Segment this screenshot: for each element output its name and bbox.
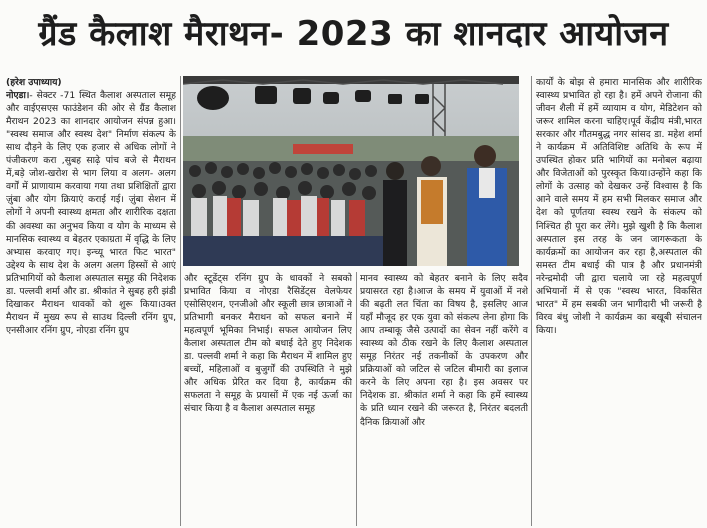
column-2-text: और स्टूडेंट्स रनिंग ग्रुप के धावकों ने सबको प्रभावित किया व नोएडा रैसिडेंट्स वेलफेयर एसोसिएशन, एनजीओ और स्कूली छात्र छात्राओं ने प्रतिभागी बनकर मैराथन को सफल बनाने में महत्वपूर्ण भूमिका निभाई। सफल आयोजन लिए कैलाश अस्पताल टीम को बधाई देते हुए निदेशक डा. पल्लवी शर्मा ने कहा कि मैराथन में शामिल हुए बच्चों, महिलाओं व बुजुर्गों की उपस्थिति ने मुझे और अधिक प्रेरित कर दिया है, कार्यक्रम की सफलता ने समूह के प्रयासों में एक नई ऊर्जा का संचार किया है व कैलाश अस्पताल समूह: [184, 273, 352, 415]
headline: ग्रैंड कैलाश मैराथन- 2023 का शानदार आयोजन: [38, 14, 669, 54]
column-rule: [531, 76, 532, 526]
event-photo: [183, 76, 519, 266]
column-rule: [356, 272, 357, 526]
dateline: नोएडा।: [6, 90, 30, 102]
column-1-text: - सेक्टर -71 स्थित कैलाश अस्पताल समूह और वाईएसएस फाउंडेशन की ओर से ग्रैंड कैलाश मैराथन 2023 का शानदार आयोजन संपन्न हुआ। "स्वस्थ समाज और स्वस्थ देश" निर्माण संकल्प के साथ दौड़ने के लिए एक हजार से अधिक लोगों ने पंजीकरण करा ,सुबह साढ़े पांच बजे से मैराथन में,बड़े जोश-खरोश से भाग लिया व अलग- अलग वर्गों में प्राणायाम करवाया गया तथा प्रशिक्षितों द्वारा ज़ुंबा और योग क्रियाएं कराई गई। ज़ुंबा सेशन में लोगों ने अपनी स्वास्थ्य क्षमता और शारीरिक दक्षता की अवस्था का अनुभव किया व योग के माध्यम से मानसिक स्वास्थ्य व बेहतर एकाग्रता में वृद्धि के लिए अभ्यास करवाए गए। इन्च्यू भारत फिट भारत" उद्देश्य के साथ देश के अलग अलग हिस्सों से आएं प्रतिभागियों को कैलाश अस्पताल समूह की निदेशक डा. पल्लवी शर्मा और डा. श्रीकांत ने सुबह हरी झंडी दिखाकर मैराथन धावकों को शुरू किया।उक्त मैराथन में मुख्य रूप से साउथ दिल्ली रनिंग ग्रुप, एनसीआर रनिंग ग्रुप, नोएडा रनिंग ग्रुप: [6, 90, 176, 336]
column-4-text: कार्यों के बोझ से हमारा मानसिक और शारीरिक स्वास्थ्य प्रभावित हो रहा है। हमें अपने रोजाना की जीवन शैली में हमें व्यायाम व योग, मेडिटेशन को जरूर शामिल करना चाहिए।पूर्व केंद्रीय मंत्री,भारत सरकार और गौतमबुद्ध नगर सांसद डा. महेश शर्मा ने कार्यक्रम में अतिविशिष्ट अतिथि के रूप में उपस्थित होकर प्रति भागियों का मनोबल बढ़ाया और विजेताओं को पुरस्कृत किया।उन्होंने कहा कि लोगों के उत्साह को देखकर उन्हें विश्वास है कि आने वाले समय में हम सभी मिलकर समाज और देश को पूर्णतया स्वस्थ रखने के संकल्प को निश्चित ही पूरा कर लेंगे। मुझे खुशी है कि कैलाश अस्पताल इस तरह के जन जागरूकता के कार्यक्रमों का आयोजन कर रहा है,अस्पताल की समस्त टीम बधाई की पात्र है और प्रधानमंत्री नरेन्द्रमोदी जी द्वारा चलाये जा रहे महत्वपूर्ण अभियानों में से एक "स्वस्थ भारत, विकसित भारत" में हम सबकी जन भागीदारी भी जरूरी है विरव बंधु जोशी ने कार्यक्रम का बखूबी संचालन किया।: [536, 77, 702, 336]
article-column-3: [360, 272, 528, 526]
byline: (हरेश उपाध्याय): [6, 77, 62, 88]
column-3-text: मानव स्वास्थ्य को बेहतर बनाने के लिए सदैव प्रयासरत रहा है।आज के समय में युवाओं में नशे की बढ़ती लत चिंता का विषय है, इसलिए आज यहाँ मौजूद हर एक युवा को संकल्प लेना होगा कि आप तम्बाकू जैसे उत्पादों का सेवन नहीं करेंगे व स्वास्थ्य को ठीक रखने के लिए कैलाश अस्पताल समूह निरंतर नई तकनीकों के उपकरण और प्रक्रियाओं को जटिल से जटिल बीमारी का इलाज करने के लिए अपना रहा है। इस अवसर पर निदेशक डा. श्रीकांत शर्मा ने कहा कि हमें स्वास्थ्य के प्रति ध्यान रखने की जरूरत है, निरंतर बदलती दैनिक क्रियाओं और: [360, 273, 528, 428]
article-column-2: [184, 272, 352, 526]
article-column-4: [536, 76, 702, 526]
article-column-1: [6, 76, 176, 526]
column-rule: [180, 76, 181, 526]
